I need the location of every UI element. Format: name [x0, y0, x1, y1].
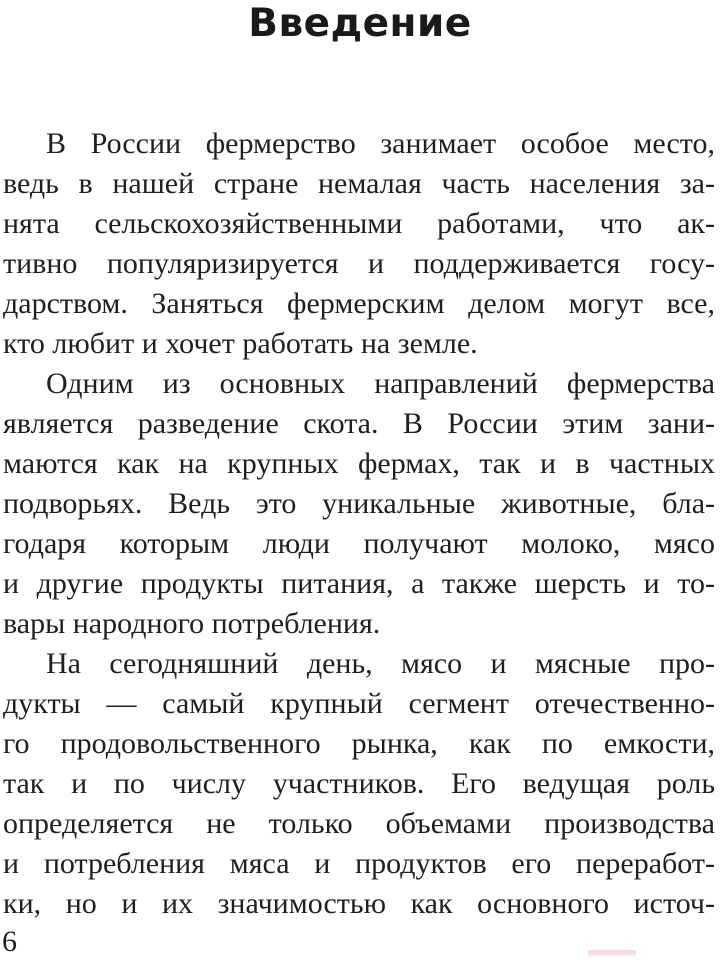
chapter-title: Введение: [248, 1, 472, 46]
text-line-7: Одним из основных направлений фермерства: [46, 367, 715, 400]
page-number: 6: [2, 925, 17, 958]
text-line-15: дукты — самый крупный сегмент отечественно-: [3, 687, 715, 720]
text-line-4: тивно популяризируется и поддерживается госу-: [3, 247, 715, 280]
text-line-17: так и по числу участников. Его ведущая роль: [3, 767, 715, 800]
text-line-9: маются как на крупных фермах, так и в частных: [3, 447, 715, 480]
text-line-11: годаря которым люди получают молоко, мясо: [3, 527, 715, 560]
text-line-16: го продовольственного рынка, как по емкости,: [3, 727, 715, 760]
text-line-19: и потребления мяса и продуктов его переработ-: [3, 847, 715, 880]
text-line-14: На сегодняшний день, мясо и мясные про-: [46, 647, 715, 680]
text-line-6: кто любит и хочет работать на земле.: [3, 327, 478, 360]
text-line-12: и другие продукты питания, а также шерсть и то-: [3, 567, 715, 600]
text-line-20: ки, но и их значимостью как основного источ-: [3, 887, 715, 920]
text-line-5: дарством. Заняться фермерским делом могут все,: [3, 287, 715, 320]
text-line-3: нята сельскохозяйственными работами, что ак-: [3, 207, 715, 240]
text-line-2: ведь в нашей стране немалая часть населения за-: [3, 167, 715, 200]
text-line-13: вары народного потребления.: [3, 607, 381, 640]
scan-mark: [588, 950, 636, 956]
text-line-18: определяется не только объемами производства: [3, 807, 715, 840]
text-line-1: В России фермерство занимает особое место,: [46, 127, 715, 160]
text-line-10: подворьях. Ведь это уникальные животные, бла-: [3, 487, 715, 520]
text-line-8: является разведение скота. В России этим зани-: [3, 407, 715, 440]
